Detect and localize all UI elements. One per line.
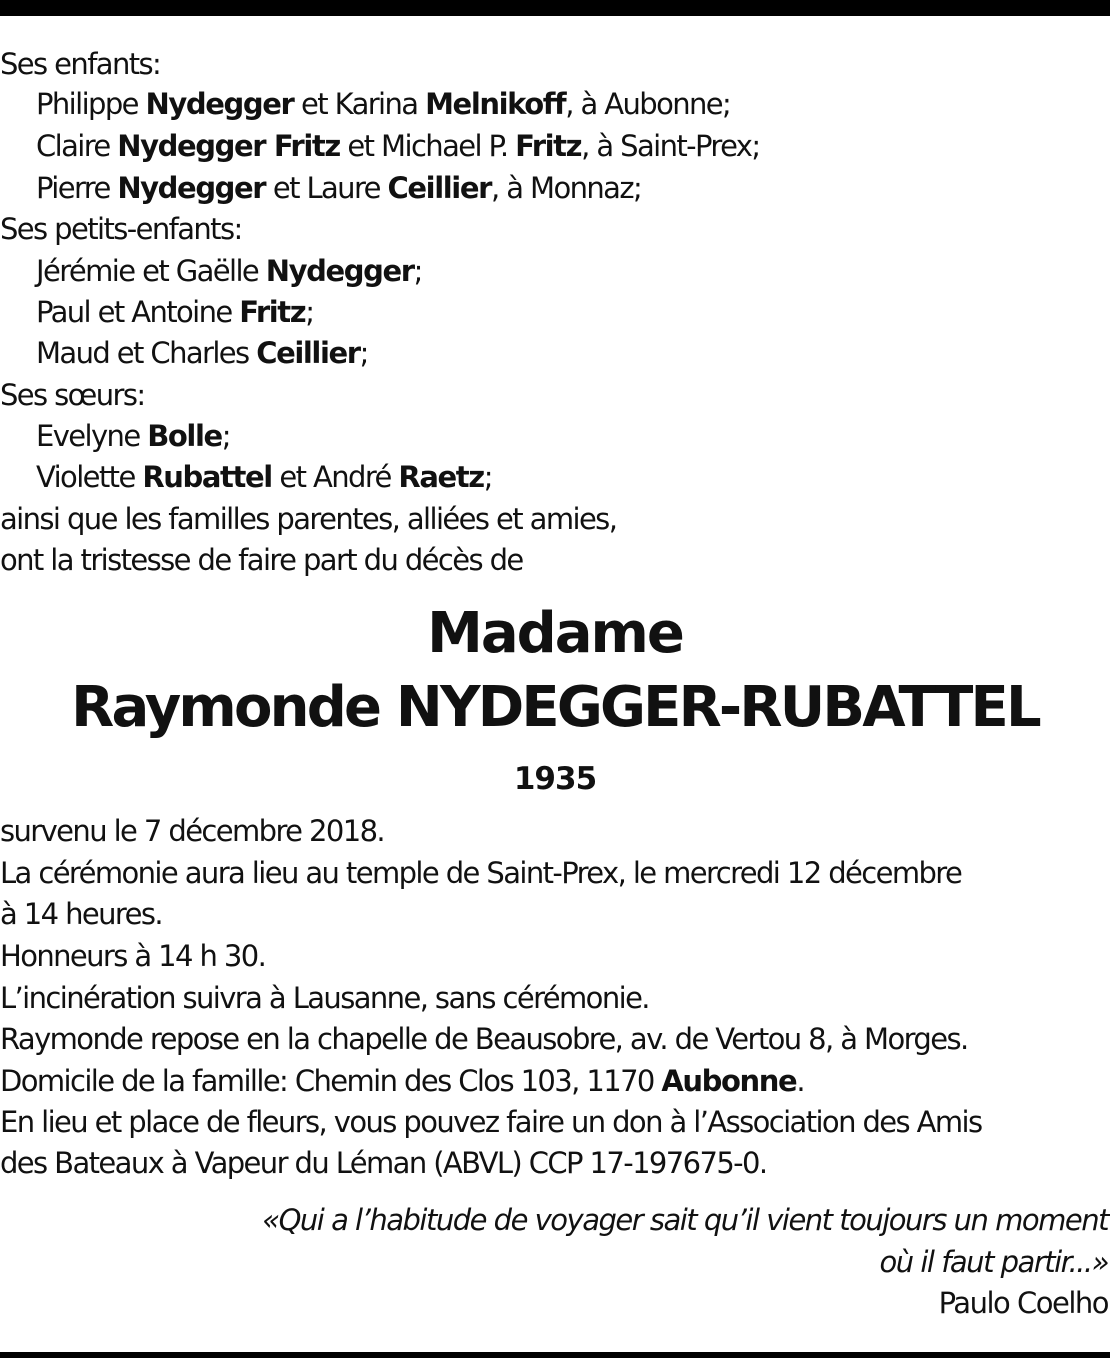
domicile-town: Aubonne [661, 1064, 797, 1098]
soeurs-heading: Ses sœurs: [0, 378, 145, 412]
family-line [36, 126, 760, 166]
quote-line: «Qui a l’habitude de voyager sait qu’il vient toujours un moment [262, 1203, 1108, 1237]
name-text: Violette [36, 460, 143, 494]
surname: Ceillier [387, 171, 491, 205]
name-text: Jérémie et Gaëlle [36, 254, 266, 288]
bottom-border-rule [0, 1352, 1110, 1358]
name-text: Evelyne [36, 419, 148, 453]
death-date-line: survenu le 7 décembre 2018. [0, 814, 385, 848]
ceremony-line: La cérémonie aura lieu au temple de Saint-Prex, le mercredi 12 décembre [0, 856, 962, 890]
domicile-suffix: . [796, 1064, 804, 1098]
name-text: et André [271, 460, 399, 494]
surname: Nydegger [145, 87, 294, 121]
deceased-name: Raymonde NYDEGGER-RUBATTEL [71, 675, 1039, 740]
surname: Nydegger [117, 171, 266, 205]
family-line [36, 292, 313, 332]
name-text: Pierre [36, 171, 118, 205]
donation-line: En lieu et place de fleurs, vous pouvez faire un don à l’Association des Amis [0, 1105, 982, 1139]
repose-line: Raymonde repose en la chapelle de Beausobre, av. de Vertou 8, à Morges. [0, 1022, 968, 1056]
surname: Rubattel [142, 460, 272, 494]
surname: Bolle [147, 419, 222, 453]
name-text: et Karina [293, 87, 426, 121]
closing-line: ont la tristesse de faire part du décès de [0, 543, 523, 577]
surname: Nydegger Fritz [117, 129, 340, 163]
domicile-address: Domicile de la famille: Chemin des Clos 103, 1170 [0, 1064, 662, 1098]
closing-line: ainsi que les familles parentes, alliées et amies, [0, 502, 617, 536]
donation-account-line: des Bateaux à Vapeur du Léman (ABVL) CCP 17-197675-0. [0, 1146, 767, 1180]
honneurs-line: Honneurs à 14 h 30. [0, 939, 266, 973]
family-line [36, 333, 368, 373]
family-line [36, 457, 492, 497]
name-text: ; [305, 295, 314, 329]
family-line [36, 416, 230, 456]
name-text: et Michael P. [339, 129, 516, 163]
quote-author: Paulo Coelho [938, 1286, 1108, 1320]
name-text: , à Aubonne; [565, 87, 731, 121]
petits-enfants-heading: Ses petits-enfants: [0, 212, 242, 246]
surname: Melnikoff [425, 87, 566, 121]
domicile-line [0, 1061, 804, 1101]
enfants-heading: Ses enfants: [0, 47, 161, 81]
name-text: ; [413, 254, 422, 288]
family-line [36, 84, 730, 124]
surname: Ceillier [256, 336, 360, 370]
quote-line: où il faut partir...» [879, 1245, 1108, 1279]
name-text: et Laure [265, 171, 388, 205]
name-text: , à Monnaz; [491, 171, 642, 205]
ceremony-time-line: à 14 heures. [0, 897, 162, 931]
name-text: Maud et Charles [36, 336, 257, 370]
deceased-honorific: Madame [427, 601, 683, 666]
name-text: ; [221, 419, 230, 453]
surname: Raetz [398, 460, 484, 494]
surname: Fritz [239, 295, 306, 329]
surname: Nydegger [265, 254, 414, 288]
surname: Fritz [515, 129, 582, 163]
name-text: ; [483, 460, 492, 494]
deceased-birth-year: 1935 [513, 761, 597, 797]
name-text: Claire [36, 129, 118, 163]
name-text: , à Saint-Prex; [581, 129, 760, 163]
name-text: ; [359, 336, 368, 370]
name-text: Paul et Antoine [36, 295, 240, 329]
name-text: Philippe [36, 87, 146, 121]
family-line [36, 251, 422, 291]
incineration-line: L’incinération suivra à Lausanne, sans cérémonie. [0, 981, 649, 1015]
top-border-rule [0, 0, 1110, 16]
family-line [36, 168, 641, 208]
